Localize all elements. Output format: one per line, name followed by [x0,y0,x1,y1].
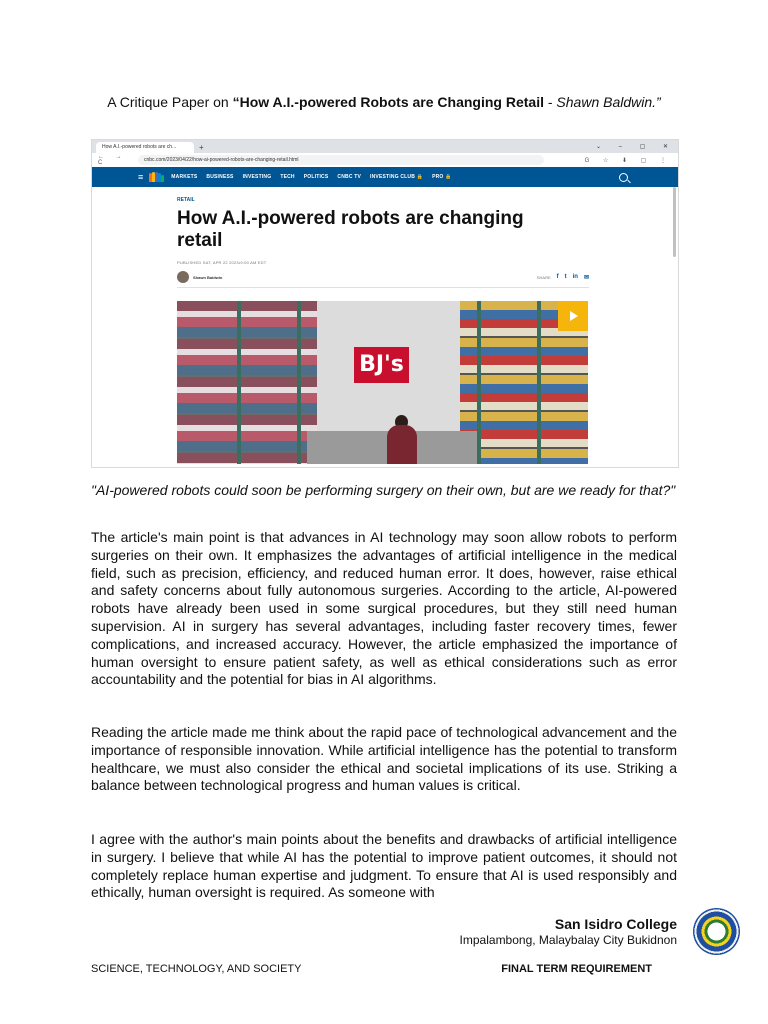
photo-upright [537,301,541,464]
nav-item-cnbc-tv: CNBC TV [337,174,362,180]
title-separator: - [543,94,557,110]
browser-tab-bar [92,140,678,153]
photo-upright [297,301,301,464]
byline [177,271,589,283]
photo-upright [237,301,241,464]
nav-item-tech: TECH [280,174,295,180]
nav-item-pro: PRO 🔒 [432,174,452,180]
college-seal-icon [693,908,740,955]
email-icon: ✉ [583,274,589,281]
pull-quote: "AI-powered robots could soon be performing surgery on their own, but are we ready for that?" [91,482,676,498]
college-address: Impalambong, Malaybalay City Bukidnon [459,933,677,947]
url-field: cnbc.com/2023/04/22/how-ai-powered-robots-are-changing-retail.html [138,155,544,165]
nav-item-investing: INVESTING [242,174,272,180]
extension-icons: G ☆ ⬇ ▢ ⋮ [584,157,672,164]
share-bar [537,274,589,281]
browser-nav-icons: ← → C [98,154,127,166]
page-title [100,94,668,111]
article-header [177,197,589,288]
article-photo [177,301,588,464]
facebook-icon: f [556,274,559,280]
browser-address-bar [92,153,678,167]
new-tab-icon: + [199,143,204,152]
paragraph-2: Reading the article made me think about the rapid pace of technological advancement and the importance of responsible innovation. While artificial intelligence has the potential to transform healthcare, we must also consider the ethical and societal implications of its use. Striking a balance between technological progress and human values is critical. [91,724,677,794]
title-prefix: A Critique Paper on [107,94,233,110]
search-icon [619,173,628,182]
article-headline: How A.I.-powered robots are changing retail [177,208,524,251]
menu-icon: ≡ [138,172,144,182]
nav-item-business: BUSINESS [206,174,234,180]
person-figure [387,425,417,464]
published-date: PUBLISHED SAT, APR 22 2023•9:00 AM EDT [177,260,267,265]
author-avatar [177,271,189,283]
divider [177,287,589,288]
nav-item-markets: MARKETS [171,174,198,180]
nbc-peacock-icon [149,172,163,182]
bjs-logo: BJ's [354,347,409,383]
photo-shelf-left [177,301,317,464]
article-kicker: RETAIL [177,197,195,203]
scrollbar [673,187,676,257]
nav-item-investing-club: INVESTING CLUB 🔒 [370,174,424,180]
paragraph-3: I agree with the author's main points about the benefits and drawbacks of artificial intelligence in surgery. I believe that while AI has the potential to improve patient outcomes, it should not completely replace human expertise and judgment. To ensure that AI is used responsibly and ethically, human oversight is required. As someone with [91,831,677,901]
play-icon [558,301,588,331]
footer-requirement: FINAL TERM REQUIREMENT [501,963,652,975]
author-name: Shawn Baldwin [193,274,223,280]
linkedin-icon: in [572,274,578,280]
title-article: “How A.I.-powered Robots are Changing Retail [232,94,544,110]
article-screenshot [91,139,679,468]
window-controls: ⌄ – ▢ ✕ [595,144,676,150]
college-name: San Isidro College [554,916,677,932]
share-label: SHARE [536,274,551,280]
paragraph-1: The article's main point is that advances in AI technology may soon allow robots to perform surgeries on their own. It emphasizes the advantages of artificial intelligence in the medical field, such as precision, efficiency, and reduced human error. It does, however, raise ethical and safety concerns about fully autonomous surgeries. According to the article, AI-powered robots have already been used in some surgical procedures, but they still need human supervision. AI in surgery has several advantages, including faster recovery times, fewer complications, and increased accuracy. However, the article emphasized the importance of human oversight to ensure patient safety, as well as ethical considerations such as error accountability and the potential for bias in AI algorithms. [91,529,677,688]
footer-course: SCIENCE, TECHNOLOGY, AND SOCIETY [91,963,302,975]
browser-tab: How A.I.-powered robots are ch... [96,142,194,153]
twitter-icon: t [564,274,567,280]
photo-upright [477,301,481,464]
nav-item-politics: POLITICS [303,174,329,180]
cnbc-nav-bar [92,167,678,187]
college-block [460,916,677,948]
title-author: Shawn Baldwin.” [556,94,661,110]
